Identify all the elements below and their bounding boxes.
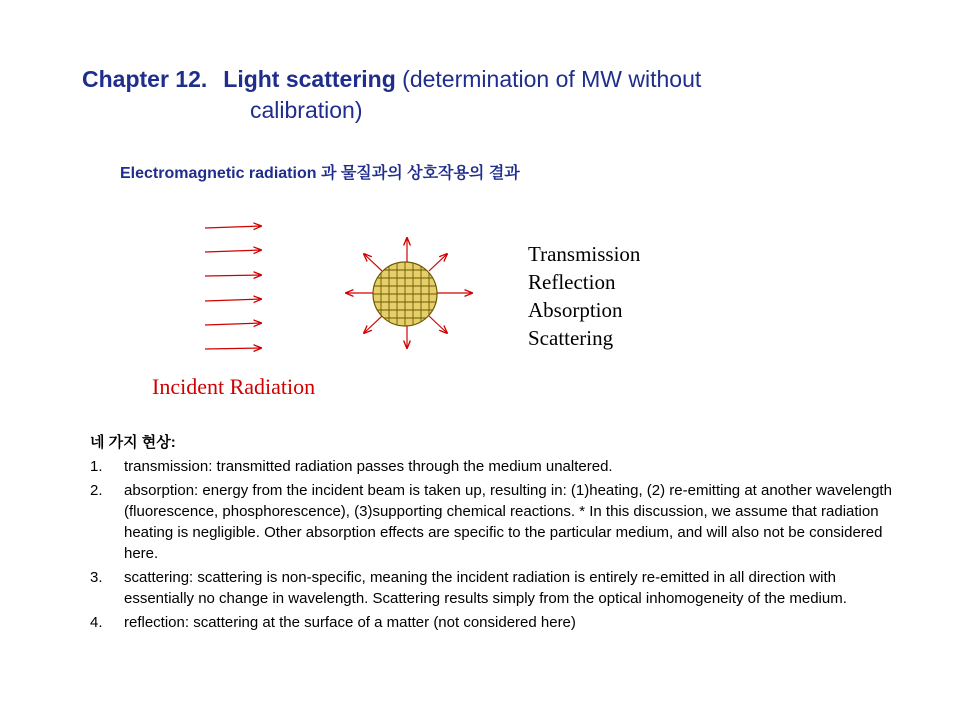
incident-arrow (205, 275, 261, 276)
incident-radiation-label: Incident Radiation (152, 374, 316, 399)
list-item (90, 612, 910, 633)
incident-arrow (205, 299, 261, 301)
scattered-arrow (364, 316, 382, 333)
scattered-arrow (364, 254, 382, 271)
list-item-number: 4. (90, 614, 103, 631)
section-subtitle: Electromagnetic radiation 과 물질과의 상호작용의 결과 (120, 165, 520, 182)
scattered-arrow (429, 316, 447, 333)
list-item (90, 567, 910, 609)
list-item (90, 480, 910, 564)
list-item (90, 456, 910, 477)
list-item-text: transmission: transmitted radiation passes through the medium unaltered. (124, 458, 613, 475)
list-item-text: absorption: energy from the incident beam is taken up, resulting in: (1)heating, (2) re-emitting at another wavelength (fluorescence, phosphorescence), (3)supporting chemical reactions. * In this discussion, we assume that radiation heating is negligible. Other absorption effects are specific to the particular medium, and will also not be considered here. (124, 482, 892, 562)
list-item-number: 1. (90, 458, 103, 475)
list-item-text: reflection: scattering at the surface of a matter (not considered here) (124, 614, 576, 631)
list-item-number: 2. (90, 482, 103, 499)
phenomenon-absorption: Absorption (528, 298, 623, 322)
phenomena-list (528, 240, 640, 352)
chapter-paren-line2: calibration) (250, 97, 363, 123)
incident-arrows (205, 226, 261, 349)
list-heading: 네 가지 현상: (90, 434, 176, 451)
phenomena-descriptions (90, 456, 910, 636)
phenomenon-reflection: Reflection (528, 270, 616, 294)
chapter-paren-line1: (determination of MW without (402, 66, 702, 92)
list-item-text: scattering: scattering is non-specific, meaning the incident radiation is entirely re-emitted in all direction with essentially no change in wavelength. Scattering results simply from the optical inhomogeneity of the medium. (124, 569, 847, 607)
incident-arrow (205, 226, 261, 228)
incident-arrow (205, 348, 261, 349)
chapter-topic: Light scattering (223, 66, 396, 92)
particle-icon (373, 262, 437, 326)
incident-arrow (205, 323, 261, 325)
scattered-arrow (429, 254, 447, 271)
chapter-number: Chapter 12. (82, 66, 208, 92)
phenomenon-transmission: Transmission (528, 242, 641, 266)
page-title (82, 64, 701, 126)
list-item-number: 3. (90, 569, 103, 586)
phenomenon-scattering: Scattering (528, 326, 614, 350)
incident-arrow (205, 250, 261, 252)
